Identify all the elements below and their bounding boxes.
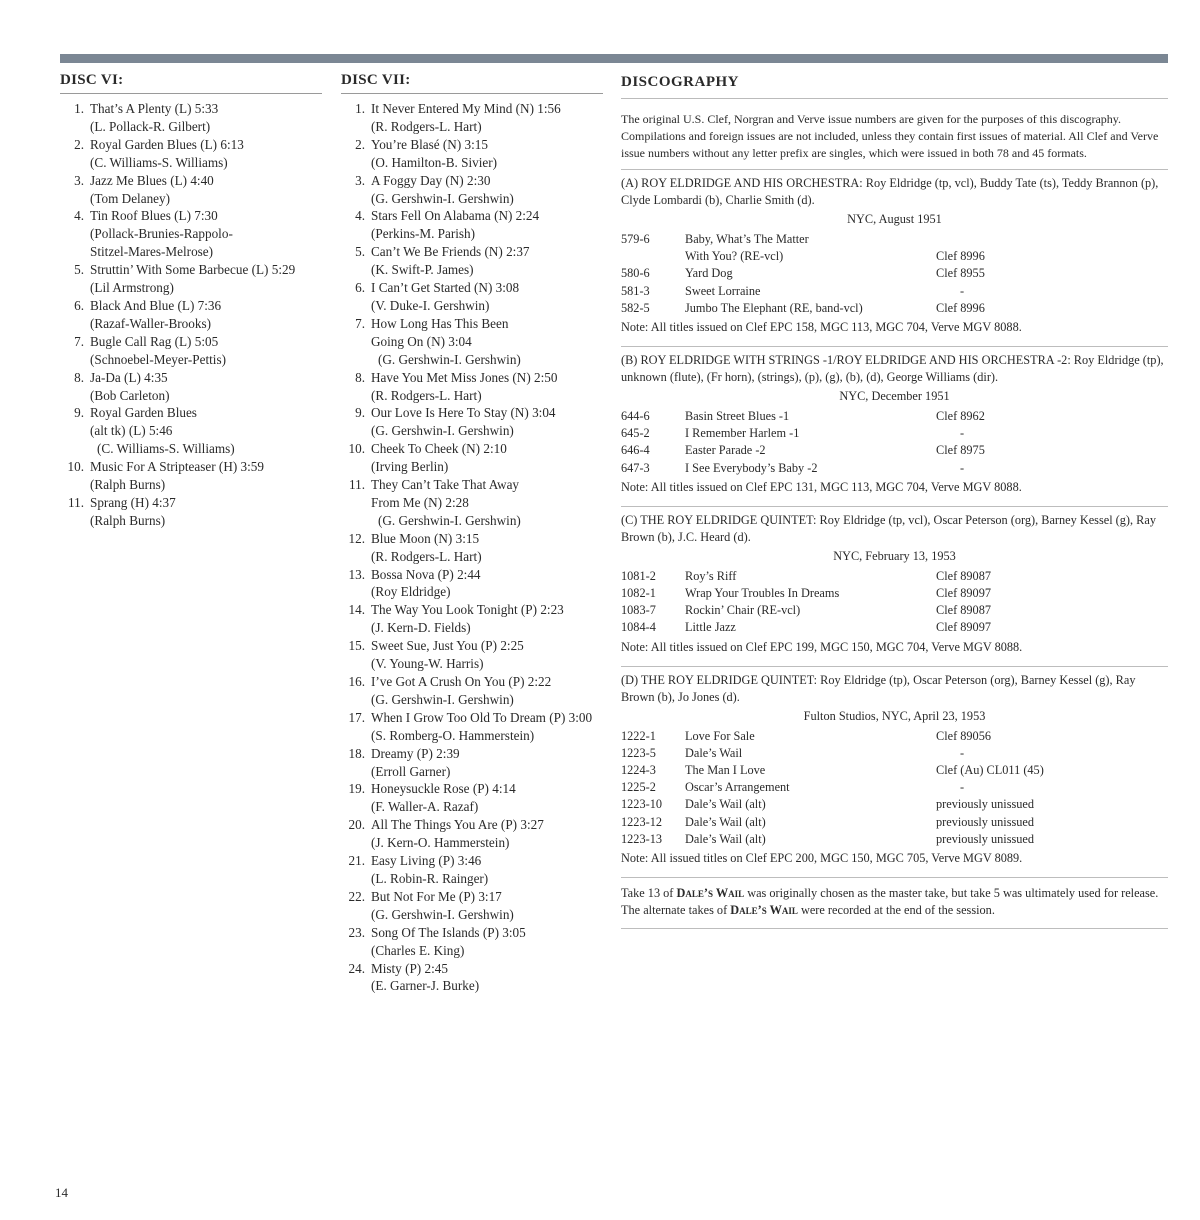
track-item xyxy=(341,673,603,709)
issue-number: previously unissued xyxy=(936,814,1035,829)
track-item xyxy=(341,440,603,476)
track-item xyxy=(341,780,603,816)
track-line xyxy=(60,369,322,387)
track-number: 5. xyxy=(355,244,365,260)
track-number: 10. xyxy=(348,441,365,457)
track-composers: (Erroll Garner) xyxy=(371,763,451,779)
track-composers: (C. Williams-S. Williams) xyxy=(90,154,228,170)
track-title: Jazz Me Blues (L) 4:40 xyxy=(90,172,214,188)
session-row xyxy=(621,300,1168,317)
session-title: I Remember Harlem -1 xyxy=(685,426,800,441)
track-number: 3. xyxy=(355,172,365,188)
track-line xyxy=(341,100,603,118)
track-item xyxy=(341,207,603,243)
track-number: 22. xyxy=(348,888,365,904)
track-line xyxy=(341,440,603,458)
track-item xyxy=(60,297,322,333)
track-item xyxy=(60,458,322,494)
track-title: I’ve Got A Crush On You (P) 2:22 xyxy=(371,674,552,689)
session-title: With You? (RE-vcl) xyxy=(685,249,784,264)
track-title: Can’t We Be Friends (N) 2:37 xyxy=(371,244,530,260)
page-number: 14 xyxy=(55,1185,68,1200)
issue-number: Clef 8962 xyxy=(936,409,985,424)
matrix-number: 1223-5 xyxy=(621,745,656,760)
track-line xyxy=(341,924,603,942)
track-title: Bossa Nova (P) 2:44 xyxy=(371,566,481,582)
session-title: Jumbo The Elephant (RE, band-vcl) xyxy=(685,300,863,315)
track-number: 24. xyxy=(348,960,365,976)
track-line xyxy=(341,207,603,225)
track-number: 20. xyxy=(348,817,365,833)
session-row xyxy=(621,602,1168,619)
track-line xyxy=(341,369,603,387)
track-composers: (Irving Berlin) xyxy=(371,459,449,475)
track-title: Blue Moon (N) 3:15 xyxy=(371,530,480,546)
disc-vi-track-list xyxy=(60,100,322,530)
session-row xyxy=(621,408,1168,425)
track-line xyxy=(60,458,322,476)
session-title: Little Jazz xyxy=(685,620,736,635)
track-composers: (G. Gershwin-I. Gershwin) xyxy=(371,423,514,439)
track-title: Struttin’ With Some Barbecue (L) 5:29 xyxy=(90,262,296,278)
issue-number: previously unissued xyxy=(936,831,1035,846)
session-block xyxy=(621,169,1168,339)
matrix-number: 1222-1 xyxy=(621,728,656,743)
track-number: 2. xyxy=(74,136,84,152)
personnel-description: (B) ROY ELDRIDGE WITH STRINGS -1/ROY ELDRIDGE AND HIS ORCHESTRA -2: Roy Eldridge (tp), unknown (flute), (Fr horn), (strings), (p), (g), (b), (d), George Williams (dir). xyxy=(621,353,1164,385)
track-title: Sweet Sue, Just You (P) 2:25 xyxy=(371,638,524,654)
session-title: Dale’s Wail (alt) xyxy=(685,814,766,829)
track-number: 21. xyxy=(348,853,365,869)
track-title: Dreamy (P) 2:39 xyxy=(371,745,460,761)
track-number: 7. xyxy=(74,333,84,349)
session-row xyxy=(621,460,1168,477)
session-title: Love For Sale xyxy=(685,728,755,743)
track-title: That’s A Plenty (L) 5:33 xyxy=(90,101,219,116)
track-item xyxy=(341,924,603,960)
session-row xyxy=(621,745,1168,762)
session-location: Fulton Studios, NYC, April 23, 1953 xyxy=(803,708,986,723)
track-number: 1. xyxy=(355,101,365,116)
track-composers: (F. Waller-A. Razaf) xyxy=(371,799,479,815)
session-row xyxy=(621,283,1168,300)
track-line xyxy=(60,494,322,512)
track-line xyxy=(341,816,603,834)
session-row xyxy=(621,831,1168,848)
issue-number: previously unissued xyxy=(936,797,1035,812)
track-number: 10. xyxy=(67,459,84,475)
matrix-number xyxy=(621,248,685,265)
track-composers: (R. Rodgers-L. Hart) xyxy=(371,387,482,403)
discography-column xyxy=(621,72,1168,929)
track-number: 11. xyxy=(349,477,365,493)
session-title: Easter Parade -2 xyxy=(685,443,766,458)
track-composers: (G. Gershwin-I. Gershwin) xyxy=(371,906,514,922)
track-title: Our Love Is Here To Stay (N) 3:04 xyxy=(371,405,556,421)
issue-number: Clef 89097 xyxy=(936,586,991,601)
track-item xyxy=(341,888,603,924)
track-line xyxy=(341,852,603,870)
track-title: Song Of The Islands (P) 3:05 xyxy=(371,924,526,940)
track-title: They Can’t Take That Away xyxy=(371,477,520,493)
track-line xyxy=(341,780,603,798)
track-title: Black And Blue (L) 7:36 xyxy=(90,297,222,313)
track-item xyxy=(60,261,322,297)
matrix-number: 1225-2 xyxy=(621,780,656,795)
track-item xyxy=(60,369,322,405)
personnel-description: (D) THE ROY ELDRIDGE QUINTET: Roy Eldridge (tp), Oscar Peterson (org), Barney Kessel (g), Ray Brown (b), Jo Jones (d). xyxy=(621,672,1136,704)
track-line xyxy=(60,404,322,422)
track-composers: (G. Gershwin-I. Gershwin) xyxy=(371,190,514,206)
session-title: Sweet Lorraine xyxy=(685,283,761,298)
track-composers: (E. Garner-J. Burke) xyxy=(371,978,480,994)
track-item xyxy=(341,172,603,208)
session-title: Baby, What’s The Matter xyxy=(685,232,809,246)
track-title: Cheek To Cheek (N) 2:10 xyxy=(371,441,507,457)
disc-vi-column xyxy=(60,72,322,530)
track-composers: (Ralph Burns) xyxy=(90,512,166,528)
disc-vi-heading: DISC VI: xyxy=(60,72,322,94)
track-item xyxy=(341,566,603,602)
track-title: The Way You Look Tonight (P) 2:23 xyxy=(371,602,564,618)
session-title: Dale’s Wail (alt) xyxy=(685,797,766,812)
session-row xyxy=(621,728,1168,745)
matrix-number: 582-5 xyxy=(621,300,650,315)
track-item xyxy=(60,172,322,208)
track-item xyxy=(60,207,322,261)
track-title: When I Grow Too Old To Dream (P) 3:00 xyxy=(371,709,593,725)
discography-intro: The original U.S. Clef, Norgran and Verve issue numbers are given for the purposes of this discography. Compilations and foreign issues are not included, unless they contain first issues of material. All Clef and Verve issue numbers without any letter prefix are singles, which were issued in both 78 and 45 formats. xyxy=(621,112,1159,160)
track-composers: (V. Duke-I. Gershwin) xyxy=(371,297,490,313)
session-row xyxy=(621,265,1168,282)
track-number: 23. xyxy=(348,924,365,940)
issue-number: - xyxy=(960,460,965,475)
track-item xyxy=(341,136,603,172)
track-title: It Never Entered My Mind (N) 1:56 xyxy=(371,101,561,116)
track-line xyxy=(60,333,322,351)
issue-number: - xyxy=(960,426,965,441)
issue-number xyxy=(936,231,1168,248)
session-location: NYC, December 1951 xyxy=(839,389,950,404)
final-note: Take 13 of Dale’s Wail was originally chosen as the master take, but take 5 was ultimately used for release. The alternate takes of Dale’s Wail were recorded at the end of the session. xyxy=(621,877,1168,922)
session-row xyxy=(621,248,1168,265)
song-title: Dale’s Wail xyxy=(676,886,745,901)
session-row xyxy=(621,779,1168,796)
track-number: 4. xyxy=(355,208,365,224)
disc-vii-column xyxy=(341,72,603,995)
issue-number: Clef 8996 xyxy=(936,300,985,315)
track-composers: (R. Rodgers-L. Hart) xyxy=(371,118,482,134)
track-item xyxy=(341,530,603,566)
issue-number: Clef 8955 xyxy=(936,266,985,281)
track-item xyxy=(341,816,603,852)
track-number: 15. xyxy=(348,638,365,654)
session-title: Dale’s Wail (alt) xyxy=(685,831,766,846)
track-title: Have You Met Miss Jones (N) 2:50 xyxy=(371,369,558,385)
track-composers: (Perkins-M. Parish) xyxy=(371,226,476,242)
track-composers: (G. Gershwin-I. Gershwin) xyxy=(371,691,514,707)
track-item xyxy=(60,136,322,172)
track-composers: (Schnoebel-Meyer-Pettis) xyxy=(90,351,226,367)
track-title: A Foggy Day (N) 2:30 xyxy=(371,172,491,188)
track-composers: (Roy Eldridge) xyxy=(371,584,451,600)
matrix-number: 1084-4 xyxy=(621,620,656,635)
track-item xyxy=(60,404,322,458)
track-line xyxy=(341,404,603,422)
track-line xyxy=(341,279,603,297)
track-item xyxy=(60,333,322,369)
session-row xyxy=(621,814,1168,831)
session-title: Oscar’s Arrangement xyxy=(685,780,790,795)
track-number: 14. xyxy=(348,602,365,618)
song-title: Dale’s Wail xyxy=(730,903,798,918)
track-number: 6. xyxy=(74,297,84,313)
track-composers: (V. Young-W. Harris) xyxy=(371,656,484,672)
matrix-number: 1223-10 xyxy=(621,797,662,812)
session-title: Yard Dog xyxy=(685,266,733,281)
track-title: Stars Fell On Alabama (N) 2:24 xyxy=(371,208,540,224)
track-line xyxy=(341,601,603,619)
track-item xyxy=(341,637,603,673)
track-number: 3. xyxy=(74,172,84,188)
track-number: 2. xyxy=(355,136,365,152)
track-item xyxy=(341,852,603,888)
matrix-number: 1223-13 xyxy=(621,831,662,846)
track-number: 17. xyxy=(348,709,365,725)
track-number: 12. xyxy=(348,530,365,546)
track-title: Royal Garden Blues xyxy=(90,405,197,421)
session-row xyxy=(621,762,1168,779)
matrix-number: 581-3 xyxy=(621,283,650,298)
matrix-number: 1083-7 xyxy=(621,603,656,618)
track-line xyxy=(341,315,603,333)
track-composers: (Bob Carleton) xyxy=(90,387,170,403)
track-title: Music For A Stripteaser (H) 3:59 xyxy=(90,459,264,475)
issue-number: Clef (Au) CL011 (45) xyxy=(936,763,1044,778)
track-item xyxy=(341,476,603,530)
track-title: Royal Garden Blues (L) 6:13 xyxy=(90,136,244,152)
session-title: The Man I Love xyxy=(685,763,766,778)
session-title: Rockin’ Chair (RE-vcl) xyxy=(685,603,801,618)
track-item xyxy=(60,494,322,530)
track-number: 13. xyxy=(348,566,365,582)
track-number: 5. xyxy=(74,262,84,278)
matrix-number: 1082-1 xyxy=(621,586,656,601)
track-composers: (Lil Armstrong) xyxy=(90,280,174,296)
track-item xyxy=(60,100,322,136)
session-title: Basin Street Blues -1 xyxy=(685,409,790,424)
personnel-description: (C) THE ROY ELDRIDGE QUINTET: Roy Eldridge (tp, vcl), Oscar Peterson (org), Barney Kessel (g), Ray Brown (b), J.C. Heard (d). xyxy=(621,512,1156,544)
issue-number: Clef 89056 xyxy=(936,728,991,743)
issue-number: Clef 89097 xyxy=(936,620,991,635)
issue-number: Clef 89087 xyxy=(936,603,991,618)
track-title: But Not For Me (P) 3:17 xyxy=(371,888,502,904)
matrix-number: 1223-12 xyxy=(621,814,662,829)
track-item xyxy=(341,279,603,315)
track-composers: (J. Kern-D. Fields) xyxy=(371,620,471,636)
track-composers: (S. Romberg-O. Hammerstein) xyxy=(371,727,535,743)
session-title: Wrap Your Troubles In Dreams xyxy=(685,586,840,601)
discography-sections xyxy=(621,169,1168,870)
track-title: How Long Has This Been xyxy=(371,315,509,331)
matrix-number: 644-6 xyxy=(621,409,650,424)
track-number: 9. xyxy=(74,405,84,421)
track-composers: (K. Swift-P. James) xyxy=(371,262,474,278)
track-title-cont: Stitzel-Mares-Melrose) xyxy=(90,244,214,260)
track-line xyxy=(341,530,603,548)
session-block xyxy=(621,666,1168,870)
track-item xyxy=(341,100,603,136)
session-title: Roy’s Riff xyxy=(685,568,737,583)
track-number: 1. xyxy=(74,101,84,116)
matrix-number: 579-6 xyxy=(621,232,650,246)
track-number: 11. xyxy=(68,494,84,510)
matrix-number: 645-2 xyxy=(621,426,650,441)
header-rule xyxy=(60,54,1168,63)
discography-heading: DISCOGRAPHY xyxy=(621,72,1168,99)
track-line xyxy=(341,960,603,978)
track-number: 16. xyxy=(348,674,365,689)
track-line xyxy=(60,207,322,225)
session-row xyxy=(621,796,1168,813)
issue-note: Note: All issued titles on Clef EPC 200, MGC 150, MGC 705, Verve MGV 8089. xyxy=(621,851,1023,866)
track-number: 6. xyxy=(355,280,365,296)
track-composers: (R. Rodgers-L. Hart) xyxy=(371,548,482,564)
disc-vii-track-list xyxy=(341,100,603,995)
track-title: You’re Blasé (N) 3:15 xyxy=(371,136,488,152)
track-title-cont: (alt tk) (L) 5:46 xyxy=(90,423,173,439)
issue-number: - xyxy=(960,745,965,760)
track-composers: (L. Robin-R. Rainger) xyxy=(371,870,489,886)
track-composers: (L. Pollack-R. Gilbert) xyxy=(90,118,211,134)
track-line xyxy=(341,566,603,584)
track-item xyxy=(341,404,603,440)
track-item xyxy=(341,960,603,996)
track-composers: (J. Kern-O. Hammerstein) xyxy=(371,835,510,851)
track-item xyxy=(341,369,603,405)
session-location: NYC, August 1951 xyxy=(847,212,942,226)
issue-number: - xyxy=(960,780,965,795)
issue-number: - xyxy=(960,283,965,298)
track-line xyxy=(60,297,322,315)
session-title: I See Everybody’s Baby -2 xyxy=(685,460,818,475)
session-row xyxy=(621,231,1168,248)
track-line xyxy=(341,637,603,655)
matrix-number: 1224-3 xyxy=(621,763,656,778)
issue-note: Note: All titles issued on Clef EPC 158, MGC 113, MGC 704, Verve MGV 8088. xyxy=(621,320,1022,335)
track-composers: (Charles E. King) xyxy=(371,942,465,958)
track-line xyxy=(341,673,603,691)
personnel-description: (A) ROY ELDRIDGE AND HIS ORCHESTRA: Roy Eldridge (tp, vcl), Buddy Tate (ts), Teddy Brannon (p), Clyde Lombardi (b), Charlie Smith (d). xyxy=(621,176,1159,207)
track-title-cont: (Pollack-Brunies-Rappolo- xyxy=(90,226,233,242)
track-title: Bugle Call Rag (L) 5:05 xyxy=(90,333,219,349)
track-title-cont: From Me (N) 2:28 xyxy=(371,494,469,510)
track-item xyxy=(341,315,603,369)
track-title-cont: Going On (N) 3:04 xyxy=(371,333,472,349)
track-composers: (G. Gershwin-I. Gershwin) xyxy=(378,512,521,528)
issue-note: Note: All titles issued on Clef EPC 131, MGC 113, MGC 704, Verve MGV 8088. xyxy=(621,479,1022,494)
issue-number: Clef 8996 xyxy=(936,249,985,264)
track-line xyxy=(341,476,603,494)
track-composers: (G. Gershwin-I. Gershwin) xyxy=(378,351,521,367)
session-row xyxy=(621,425,1168,442)
session-row xyxy=(621,442,1168,459)
session-row xyxy=(621,619,1168,636)
track-line xyxy=(341,136,603,154)
matrix-number: 647-3 xyxy=(621,460,650,475)
track-number: 8. xyxy=(74,369,84,385)
track-composers: (C. Williams-S. Williams) xyxy=(97,441,235,457)
session-location: NYC, February 13, 1953 xyxy=(833,548,956,563)
track-line xyxy=(341,243,603,261)
track-number: 4. xyxy=(74,208,84,224)
track-number: 19. xyxy=(348,781,365,797)
track-number: 8. xyxy=(355,369,365,385)
track-number: 9. xyxy=(355,405,365,421)
issue-number: Clef 89087 xyxy=(936,568,991,583)
track-composers: (Ralph Burns) xyxy=(90,477,166,493)
track-title: Tin Roof Blues (L) 7:30 xyxy=(90,208,218,224)
track-line xyxy=(341,172,603,190)
track-composers: (Tom Delaney) xyxy=(90,190,170,206)
track-item xyxy=(341,601,603,637)
track-line xyxy=(60,172,322,190)
track-item xyxy=(341,745,603,781)
track-title: I Can’t Get Started (N) 3:08 xyxy=(371,280,520,296)
track-title: Misty (P) 2:45 xyxy=(371,960,448,976)
track-title: All The Things You Are (P) 3:27 xyxy=(371,817,544,833)
session-row xyxy=(621,568,1168,585)
track-line xyxy=(341,745,603,763)
track-line xyxy=(60,136,322,154)
bottom-rule xyxy=(621,928,1168,929)
track-item xyxy=(341,243,603,279)
track-composers: (Razaf-Waller-Brooks) xyxy=(90,315,211,331)
track-title: Honeysuckle Rose (P) 4:14 xyxy=(371,781,516,797)
session-row xyxy=(621,585,1168,602)
track-item xyxy=(341,709,603,745)
track-number: 7. xyxy=(355,315,365,331)
disc-vii-heading: DISC VII: xyxy=(341,72,603,94)
matrix-number: 580-6 xyxy=(621,266,650,281)
track-composers: (O. Hamilton-B. Sivier) xyxy=(371,154,497,170)
track-line xyxy=(341,709,603,727)
session-block xyxy=(621,506,1168,659)
track-line xyxy=(60,261,322,279)
track-number: 18. xyxy=(348,745,365,761)
track-title: Sprang (H) 4:37 xyxy=(90,494,176,510)
track-title: Ja-Da (L) 4:35 xyxy=(90,369,168,385)
issue-number: Clef 8975 xyxy=(936,443,985,458)
track-line xyxy=(341,888,603,906)
session-title: Dale’s Wail xyxy=(685,745,743,760)
track-line xyxy=(60,100,322,118)
matrix-number: 646-4 xyxy=(621,443,650,458)
track-title: Easy Living (P) 3:46 xyxy=(371,853,482,869)
issue-note: Note: All titles issued on Clef EPC 199, MGC 150, MGC 704, Verve MGV 8088. xyxy=(621,639,1023,654)
session-block xyxy=(621,346,1168,499)
matrix-number: 1081-2 xyxy=(621,568,656,583)
